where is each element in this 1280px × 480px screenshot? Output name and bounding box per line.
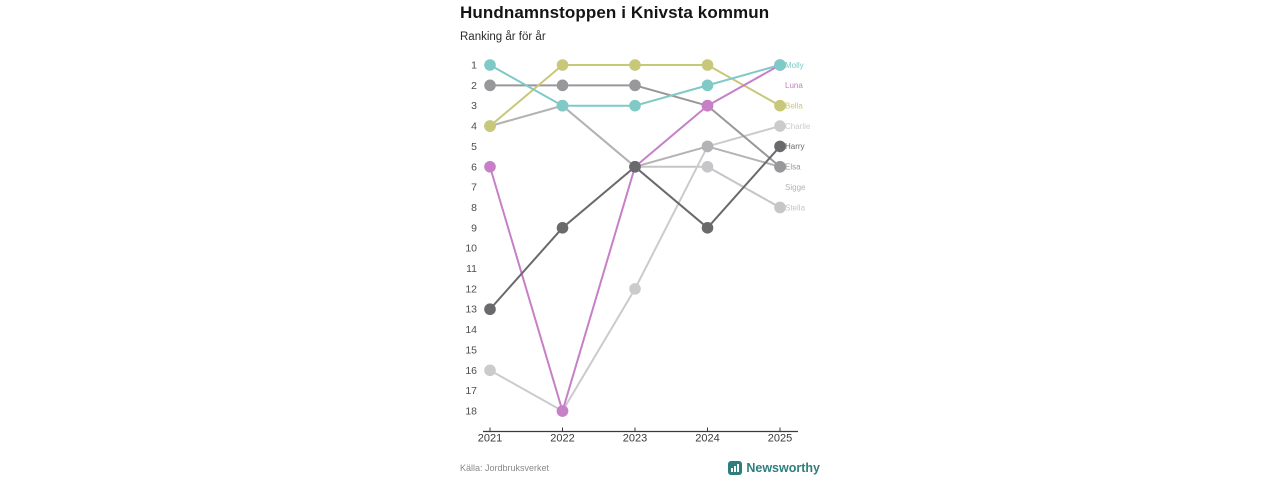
rank-axis-label: 6: [471, 161, 477, 174]
data-point-stella-2024: [702, 161, 714, 173]
series-label-charlie: Charlie: [785, 121, 811, 131]
rank-axis-label: 18: [465, 405, 477, 418]
newsworthy-brand-name: Newsworthy: [746, 461, 820, 475]
series-line-stella: [490, 106, 780, 208]
data-point-harry-2022: [557, 222, 569, 234]
x-axis-year-label: 2022: [550, 432, 575, 445]
data-point-bella-2023: [629, 59, 641, 71]
data-point-elsa-2022: [557, 80, 569, 92]
data-point-bella-2021: [484, 120, 496, 132]
rank-axis-label: 10: [465, 242, 477, 255]
page-title: Hundnamnstoppen i Knivsta kommun: [460, 3, 770, 22]
rank-axis-label: 9: [471, 222, 477, 235]
data-point-charlie-2021: [484, 364, 496, 376]
newsworthy-brand-link[interactable]: [728, 461, 820, 475]
series-label-stella: Stella: [785, 203, 806, 213]
rank-axis-label: 1: [471, 59, 477, 72]
data-point-luna-2021: [484, 161, 496, 173]
x-axis-year-label: 2024: [695, 432, 720, 445]
series-label-harry: Harry: [785, 142, 805, 152]
data-point-molly-2023: [629, 100, 641, 112]
series-line-sigge: [490, 106, 780, 167]
rank-axis-label: 7: [471, 181, 477, 194]
rank-axis-label: 16: [465, 364, 477, 377]
x-axis-year-label: 2025: [767, 432, 793, 445]
rank-axis-label: 14: [465, 324, 477, 337]
rank-axis-label: 11: [466, 263, 477, 276]
data-point-elsa-2023: [629, 80, 641, 92]
rank-axis-label: 2: [471, 79, 477, 92]
series-line-bella: [490, 65, 780, 126]
data-point-charlie-2023: [629, 283, 641, 295]
data-point-molly-2024: [702, 80, 714, 92]
rank-axis-label: 5: [471, 140, 477, 153]
rank-axis-label: 17: [465, 385, 477, 398]
rank-axis-label: 4: [471, 120, 477, 133]
newsworthy-logo-icon: [728, 461, 742, 475]
series-label-bella: Bella: [785, 101, 803, 111]
data-point-bella-2024: [702, 59, 714, 71]
chart-footer: [460, 461, 820, 475]
rank-axis-label: 15: [465, 344, 477, 357]
series-label-molly: Molly: [785, 60, 804, 70]
page-subtitle: Ranking år för år: [460, 31, 546, 43]
data-point-harry-2021: [484, 303, 496, 315]
rank-axis-label: 13: [465, 303, 477, 316]
rank-axis-label: 8: [471, 201, 477, 214]
data-point-harry-2023: [629, 161, 641, 173]
x-axis-year-label: 2023: [622, 432, 648, 445]
data-point-luna-2022: [557, 405, 569, 417]
data-point-elsa-2021: [484, 80, 496, 92]
series-label-sigge: Sigge: [785, 182, 806, 192]
data-point-harry-2024: [702, 222, 714, 234]
data-point-luna-2024: [702, 100, 714, 112]
data-point-molly-2022: [557, 100, 569, 112]
x-axis-year-label: 2021: [477, 432, 503, 445]
rank-axis-label: 12: [465, 283, 477, 296]
data-point-molly-2021: [484, 59, 496, 71]
source-note: Källa: Jordbruksverket: [460, 463, 550, 473]
data-point-bella-2022: [557, 59, 569, 71]
series-line-luna: [490, 65, 780, 411]
data-point-sigge-2024: [702, 141, 714, 153]
series-label-luna: Luna: [785, 81, 803, 91]
rank-axis-label: 3: [471, 100, 477, 113]
series-label-elsa: Elsa: [785, 162, 801, 172]
